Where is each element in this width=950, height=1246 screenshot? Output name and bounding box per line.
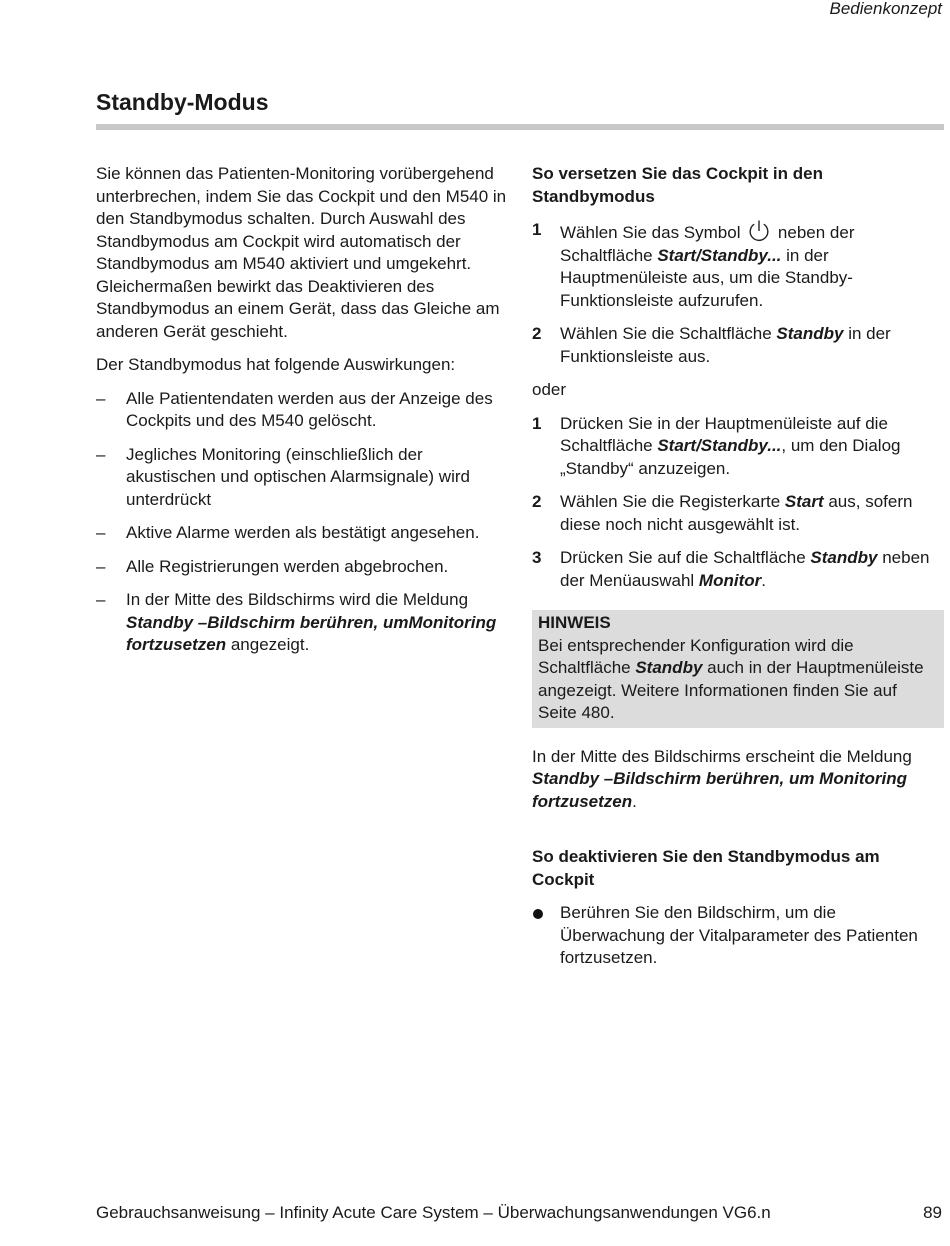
list-item bbox=[96, 388, 511, 433]
left-column bbox=[96, 163, 511, 668]
step-number: 3 bbox=[532, 548, 542, 567]
step-item bbox=[532, 413, 944, 481]
step-text: Wählen Sie die Registerkarte Start aus, sofern diese noch nicht ausgewählt ist. bbox=[560, 492, 913, 534]
effects-intro: Der Standbymodus hat folgende Auswirkungen: bbox=[96, 355, 456, 374]
dash-mark: – bbox=[96, 388, 106, 408]
title-rule bbox=[96, 124, 944, 130]
step-text: Drücken Sie auf die Schaltfläche Standby neben der Menüauswahl Monitor. bbox=[560, 548, 930, 590]
note-text: Bei entsprechender Konfiguration wird die Schaltfläche Standby auch in der Hauptmenüleiste angezeigt. Weitere Informationen finden Sie auf Seite 480. bbox=[538, 635, 924, 722]
step-text: Wählen Sie das Symbol neben der Schaltfläche Start/Standby... in der Hauptmenüleiste aus, um die Standby-Funktionsleiste aufzurufen. bbox=[560, 223, 855, 310]
footer-doc-title: Gebrauchsanweisung – Infinity Acute Care System – Überwachungsanwendungen VG6.n bbox=[96, 1203, 771, 1222]
dash-mark: – bbox=[96, 590, 106, 609]
step-number: 1 bbox=[532, 220, 542, 239]
message-text: Standby –Bildschirm berühren, umMonitoring fortzusetzen bbox=[126, 612, 497, 654]
list-item-text: Aktive Alarme werden als bestätigt angesehen. bbox=[126, 523, 480, 542]
step-item bbox=[532, 491, 944, 536]
or-text: oder bbox=[532, 380, 567, 399]
right-column bbox=[532, 163, 944, 981]
step-number: 1 bbox=[532, 413, 542, 433]
enable-heading: So versetzen Sie das Cockpit in den Standbymodus bbox=[532, 164, 823, 206]
step-number: 2 bbox=[532, 492, 542, 511]
bullet-dot bbox=[533, 909, 543, 919]
note-box bbox=[532, 610, 944, 728]
list-item-text: Berühren Sie den Bildschirm, um die Überwachung der Vitalparameter des Patienten fortzusetzen. bbox=[560, 903, 918, 967]
list-item bbox=[96, 589, 511, 657]
list-item bbox=[96, 556, 511, 579]
page-title: Standby-Modus bbox=[96, 89, 269, 115]
dash-mark: – bbox=[96, 523, 106, 542]
step-item bbox=[532, 547, 944, 592]
power-icon bbox=[747, 219, 771, 243]
dash-mark: – bbox=[96, 556, 106, 576]
list-item bbox=[96, 444, 511, 512]
step-number: 2 bbox=[532, 324, 542, 343]
step-text: Drücken Sie in der Hauptmenüleiste auf die Schaltfläche Start/Standby..., um den Dialog „Standby“ anzuzeigen. bbox=[560, 413, 901, 478]
list-item-text: Alle Patientendaten werden aus der Anzeige des Cockpits und des M540 gelöscht. bbox=[126, 388, 493, 430]
step-item bbox=[532, 219, 944, 312]
note-title: HINWEIS bbox=[538, 613, 611, 632]
page-number: 89 bbox=[923, 1203, 942, 1222]
list-item bbox=[96, 522, 511, 545]
disable-heading: So deaktivieren Sie den Standbymodus am Cockpit bbox=[532, 847, 880, 889]
result-paragraph: In der Mitte des Bildschirms erscheint die Meldung Standby –Bildschirm berühren, um Monitoring fortzusetzen. bbox=[532, 746, 912, 811]
intro-paragraph: Sie können das Patienten-Monitoring vorübergehend unterbrechen, indem Sie das Cockpit und den M540 in den Standbymodus schalten. Durch Auswahl des Standbymodus am Cockpit wird automatisch der Standbymodus am M540 aktiviert und umgekehrt. Gleichermaßen bewirkt das Deaktivieren des Standbymodus an einem Gerät, dass das Gleiche am anderen Gerät geschieht. bbox=[96, 164, 507, 341]
list-item bbox=[532, 902, 944, 970]
dash-mark: – bbox=[96, 444, 106, 464]
running-header: Bedienkonzept bbox=[829, 0, 942, 18]
list-item-text: Alle Registrierungen werden abgebrochen. bbox=[126, 556, 449, 576]
step-item bbox=[532, 323, 944, 368]
list-item-text: Jegliches Monitoring (einschließlich der akustischen und optischen Alarmsignale) wird unterdrückt bbox=[126, 444, 470, 509]
list-item-text: In der Mitte des Bildschirms wird die Meldung Standby –Bildschirm berühren, umMonitoring fortzusetzen angezeigt. bbox=[126, 590, 497, 654]
step-text: Wählen Sie die Schaltfläche Standby in der Funktionsleiste aus. bbox=[560, 324, 891, 366]
